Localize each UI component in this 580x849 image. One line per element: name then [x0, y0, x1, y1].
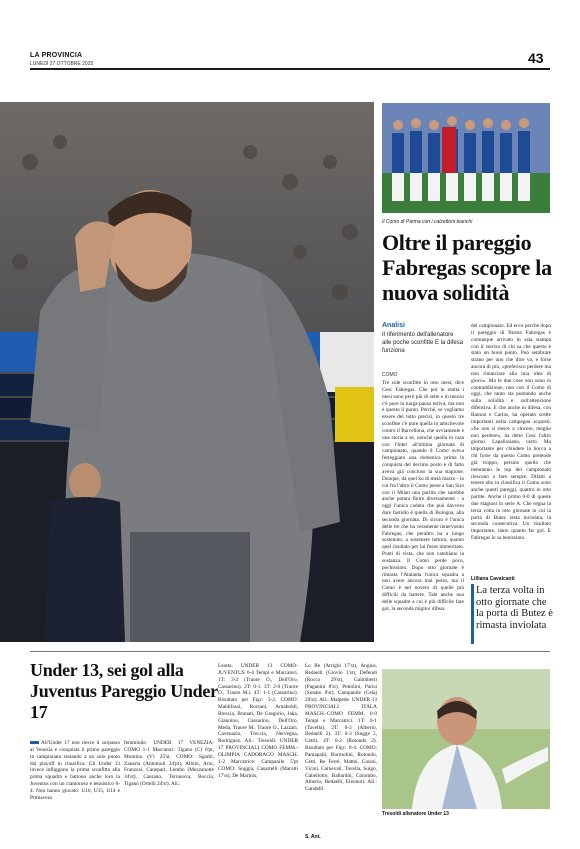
- team-photo-como: [382, 103, 550, 213]
- section-rule: [30, 651, 550, 652]
- header-rule: [30, 68, 550, 70]
- article-column-2: del campionato. Ed ecco perché dopo il pareggio di Parma Fabregas è comunque arrivato in sala stampa con il sorriso di chi sa che questo è stato un buon punto. Può sembrare strano per uno che dice va, e forse ancora di più, «preferisco perdere ma non rinunciare alla mia idea di gioco». Ma le due cose non sono in contraddizione, non con il Como di oggi, che tanto sta puntando anche sulla solidità e sull'attenzione difensiva. E che anche in difesa, con Ramon e Carlos, ha operato scelte importanti nella campagna acquisti. «Se non si riesce a vincere, meglio non perdere», ha detto Cesc l'altro giorno. Lapalissiano, certo. Ma importante per chiudere la bocca a chi forse da questo Como pretende già troppo, persino quello che nemmeno le top del campionato riescono a fare sempre. Difatti a tenere alto in classifica il Como sono anche questi pareggi, quattro in otto partite. Anche il primo 0-0 di queste due stagioni in serie A. Che segna la terza volta in otto giornate in cui la porta di Butez resta inviolata, la seconda consecutiva. Un risultato importante, tanto quanto far gol. E Fabregas lo sa benissimo.: [471, 323, 551, 542]
- article-headline: Oltre il pareggio Fabregas scopre la nuova solidità: [382, 230, 552, 305]
- dateline: COMO: [382, 372, 398, 378]
- youth-column-1: [30, 740, 120, 802]
- article-summary: Il riferimento dell'allenatore alle poche sconfitte E la difesa funziona: [382, 332, 464, 354]
- page-number: 43: [528, 50, 544, 66]
- coach-photo-tresoldi: [382, 669, 550, 809]
- team-photo-caption: Il Como di Parma con i calzettoni bianchi: [382, 219, 473, 225]
- main-photo-fabregas: [0, 102, 374, 642]
- article-kicker: Analisi: [382, 322, 405, 329]
- pull-quote-bar: [471, 584, 474, 644]
- issue-date: LUNEDÌ 27 OTTOBRE 2025: [30, 61, 94, 67]
- pull-quote: La terza volta in otto giornate che la porta di Butez è rimasta inviolata: [476, 585, 553, 631]
- youth-intro-text: All'Under 17 non riesce il sorpasso al Venezia e conquista il primo pareggio in campionato restando a un solo punto dai playoff in classifica. Gli Under 13 invece infliggono la prima sconfitta alla prima squadra e battono anche loro la Juventus con un clamoroso e tennistico 6-4. Non hanno giocato: U16, U15, U14 e Primavera: [30, 740, 120, 801]
- photo-credit: S. Ant.: [305, 834, 321, 840]
- coach-photo-caption: Tresoldi allenatore Under 13: [382, 811, 449, 817]
- article-column-1: Tre sole sconfitte in otto mesi, dice Cesc Fabregas. Che poi in realtà i mesi sono però più di sette e in mezzo c'è pure la lunga pausa estiva, ma non è questo il punto. Perché, se vogliamo essere del tutto precisi, in questo tre sconfitte c'è pure quella in amichevole contro il Barcellona, che ovviamente è una storia a sé, nonché quella in casa con l'Inter all'ultima giornata di campionato, quando il Como aveva festeggiato una domenica prima la conquista del decimo posto e di fatto aveva già concluso la sua stagione. Dunque, da quel ko di metà marzo - in cui fra l'altro il Como perse a San Siro con il Milan una partita che sarebbe anche potuta finire diversamente - a oggi l'unica caduta che può davvero dare fastidio è quella di Bologna, alla seconda giornata. Di sicuro è l'unica delle tre che ha veramente innervosito Fabregas, che peraltro ha a lungo sostenuto, a sostenere tuttora, quanto quel risultato per lui fosse immeritato. Punti di vista, che non cambiano la sostanza. Il Como perde poco, pochissimo. Dopo otto giornate è rimasta l'Atalanta l'unica squadra a non avere ancora mai perso, ma il Como è nel novero di quelle più difficili da battere. Tale anche una delle squadre a cui è più difficile fare gol, la seconda miglior difesa: [382, 380, 464, 612]
- lead-marker: [30, 741, 39, 744]
- newspaper-name: LA PROVINCIA: [30, 52, 83, 59]
- youth-column-2: femminile. UNDER 17 VENEZIA-COMO 1-1 Marcatori: Tigano (C) 6'pt, Montina (V) 25'st. COMO: Sgarbi, Zanaria (Antonioli 34'pt), Albini, Arui, Franzosi, Canepari, Lembo (Mezzanotte 34'st), Cassano, Terranova, Boccia, Tiganò (Ortelli 24'st). All.:: [124, 740, 214, 788]
- youth-column-4: Lo Re (Arrighi 17'st), Angius, Redaelli (Giovio 1'st), Defendi (Rocco 29'st), Galimberti (Paganini 8'st), Pettolini, Parisi (Sonato 8'st), Campanile (Celaj 29'st). All.: Malpede. UNDER 13 PROVINCIALI ITALA MASCH.-COMO FEMM. 0-9 Tempi e Marcatrici. 1T: 0-1 (Tavella). 2T: 0-3 (Alberio, Redaelli 2). 3T: 0-3 (Sugge 2, Cetti). 4T: 0-2 (Rotondo 2). Risultato per Figc: 0-4. COMO: Pamapalli, Bormolini, Rotondo, Cetti, Re Ferrè, Mattei, Cusini, Vicari, Carnevali, Tavella, Suigo, Gabellotto, Ballardin, Colombo, Alberio, Redaelli, Eleonori. All.: Gandelli.: [305, 663, 377, 793]
- youth-headline: Under 13, sei gol alla Juventus Pareggio Under 17: [30, 660, 218, 722]
- youth-column-3: Leotta. UNDER 13 COMO-JUVENTUS 6-4 Tempi e Marcatori. 1T: 3-2 (Traore O., Dell'Oro, Cassarino). 2T: 0-1. 3T: 2-0 (Traore O., Traore M.). 4T: 1-1 (Cassarino). Risultato per Figc: 3-2. COMO: Maldifassi, Borsani, Arnaboldi, Brescia, Brunati, De Gregorio, Jaka, Giannino, Cassarino, Dell'Oro, Meda, Traore M., Traore O., Lazzari, Cavenazio, Treccio, Nervegna, Rodriguez. All.: Tresoldi. UNDER 17 PROVINCIALI COMO FEMM.-OLIMPIA CADORAGO MASCH. 1-2 Marcatrice: Campanile 5'pt COMO: Soggia, Casartelli (Marotti 17'st), De Marinis,: [218, 663, 298, 779]
- article-author: Lilliana Cavalcanti: [471, 576, 515, 582]
